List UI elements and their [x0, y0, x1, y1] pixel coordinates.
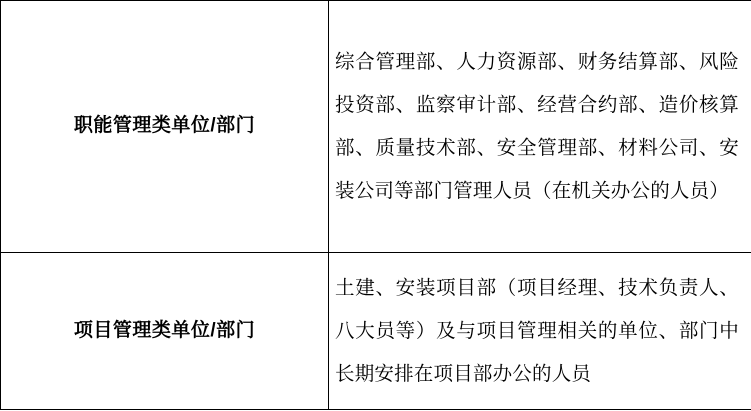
table-row — [1, 253, 751, 410]
row-label-cell-functional — [1, 1, 329, 253]
row-content-text: 综合管理部、人力资源部、财务结算部、风险投资部、监察审计部、经营合约部、造价核算部、质量技术部、安全管理部、材料公司、安装公司等部门管理人员（在机关办公的人员） — [335, 51, 739, 202]
row-label-text: 项目管理类单位/部门 — [73, 319, 256, 341]
row-content-cell-project — [329, 253, 751, 410]
row-content-text: 土建、安装项目部（项目经理、技术负责人、八大员等）及与项目管理相关的单位、部门中长期安排在项目部办公的人员 — [335, 277, 739, 385]
table-row — [1, 1, 751, 253]
row-label-cell-project — [1, 253, 329, 410]
row-label-text: 职能管理类单位/部门 — [73, 115, 256, 137]
row-content-cell-functional — [329, 1, 751, 253]
